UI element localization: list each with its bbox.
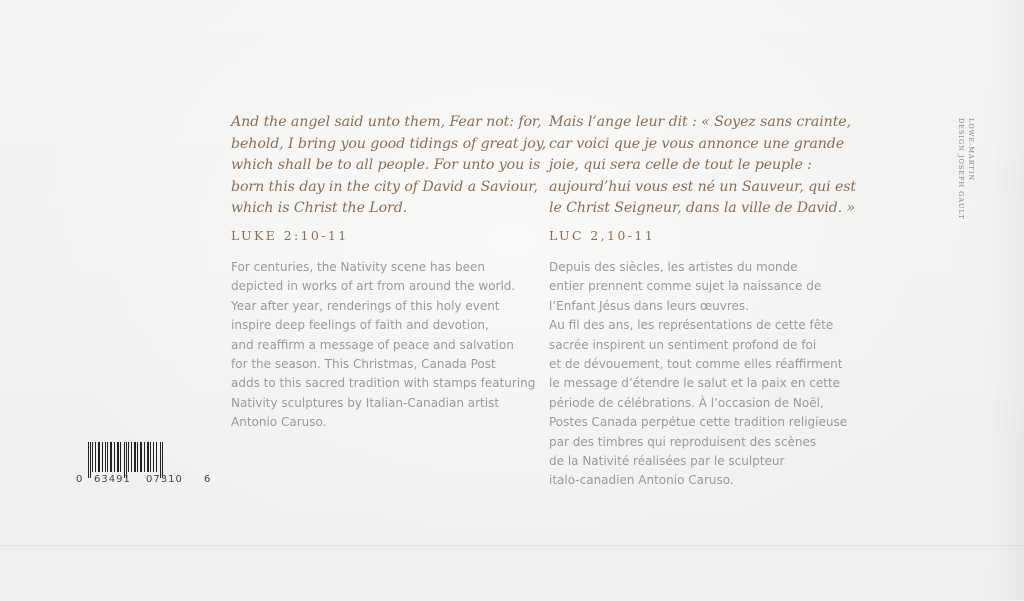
envelope-flap-edge (0, 545, 1024, 601)
body-line: and reaffirm a message of peace and salvation (231, 337, 514, 352)
english-verse-block (231, 112, 547, 243)
body-line: Depuis des siècles, les artistes du monde (549, 260, 798, 274)
barcode-bar (150, 442, 151, 472)
verse-line: aujourd’hui vous est né un Sauveur, qui est (549, 178, 857, 195)
barcode-bar (134, 442, 136, 472)
body-line: le message d’étendre le salut et la paix en cette (549, 376, 841, 391)
barcode-bar (131, 442, 132, 472)
english-body-text (231, 258, 536, 433)
barcode-bar (105, 442, 106, 472)
body-line: sacrée inspirent un sentiment profond de foi (549, 337, 817, 352)
barcode-check-digit: 6 (204, 474, 211, 485)
verse-line: which is Christ the Lord. (231, 200, 408, 216)
barcode-bar (95, 442, 96, 472)
printer-credit: LOWE-MARTIN (967, 118, 975, 182)
body-line: de la Nativité réalisées par le sculpteur (549, 454, 785, 469)
barcode-bar (162, 442, 163, 478)
barcode-bars (84, 442, 214, 478)
body-line: Year after year, renderings of this holy event (231, 298, 500, 313)
barcode-bar (128, 442, 129, 472)
body-line: période de célébrations. À l’occasion de Noël, (549, 395, 824, 410)
printer-design-credits (956, 118, 976, 220)
barcode-bar (120, 442, 121, 472)
designer-credit: DESIGN JOSEPH GAULT (957, 118, 965, 220)
barcode-bar (92, 442, 93, 472)
body-line: italo-canadien Antonio Caruso. (549, 473, 734, 488)
barcode-bar (147, 442, 149, 472)
verse-line: born this day in the city of David a Saviour, (231, 178, 538, 195)
barcode-bar (140, 442, 142, 472)
barcode-bar (107, 442, 108, 472)
barcode-bar (153, 442, 154, 472)
body-line: Postes Canada perpétue cette tradition religieuse (549, 415, 848, 430)
english-verse-reference: LUKE 2:10-11 (231, 227, 349, 243)
body-line: for the season. This Christmas, Canada Post (231, 357, 496, 372)
verse-line: Mais l’ange leur dit : « Soyez sans crainte, (549, 114, 852, 130)
barcode-right-digits: 07310 (146, 474, 183, 485)
barcode-bar (88, 442, 89, 478)
barcode-bar (98, 442, 100, 472)
barcode-bar (114, 442, 115, 472)
barcode-bar (144, 442, 145, 472)
upc-barcode (76, 442, 214, 485)
body-line: Antonio Caruso. (231, 415, 327, 430)
french-verse-block (549, 112, 857, 243)
barcode-bar (126, 442, 127, 478)
english-verse (231, 112, 547, 220)
verse-line: le Christ Seigneur, dans la ville de David. » (549, 200, 856, 216)
barcode-lead-digit: 0 (76, 474, 83, 485)
barcode-bar (90, 442, 91, 478)
verse-line: behold, I bring you good tidings of great joy, (231, 135, 547, 152)
barcode-left-digits: 63491 (94, 474, 131, 485)
french-body-text (549, 258, 849, 491)
body-line: par des timbres qui reproduisent des scènes (549, 434, 817, 449)
body-line: inspire deep feelings of faith and devotion, (231, 318, 489, 333)
barcode-bar (102, 442, 103, 472)
body-line: adds to this sacred tradition with stamps featuring (231, 376, 536, 391)
barcode-bar (124, 442, 125, 478)
body-line: Au fil des ans, les représentations de cette fête (549, 318, 834, 333)
envelope-right-shadow (988, 0, 1024, 600)
french-verse (549, 112, 857, 220)
body-line: depicted in works of art from around the world. (231, 279, 516, 294)
barcode-bar (160, 442, 161, 478)
verse-line: joie, qui sera celle de tout le peuple : (549, 157, 812, 173)
barcode-bar (156, 442, 157, 472)
french-verse-reference: LUC 2,10-11 (549, 227, 656, 243)
verse-line: car voici que je vous annonce une grande (549, 135, 845, 152)
body-line: Nativity sculptures by Italian-Canadian artist (231, 395, 500, 410)
barcode-bar (117, 442, 119, 472)
verse-line: And the angel said unto them, Fear not: for, (231, 114, 542, 130)
body-line: et de dévouement, tout comme elles réaffirment (549, 357, 843, 372)
verse-line: which shall be to all people. For unto you is (231, 157, 541, 173)
barcode-bar (137, 442, 138, 472)
body-line: entier prennent comme sujet la naissance de (549, 279, 822, 294)
body-line: For centuries, the Nativity scene has been (231, 260, 485, 274)
body-line: l’Enfant Jésus dans leurs œuvres. (549, 298, 749, 313)
barcode-bar (110, 442, 112, 472)
